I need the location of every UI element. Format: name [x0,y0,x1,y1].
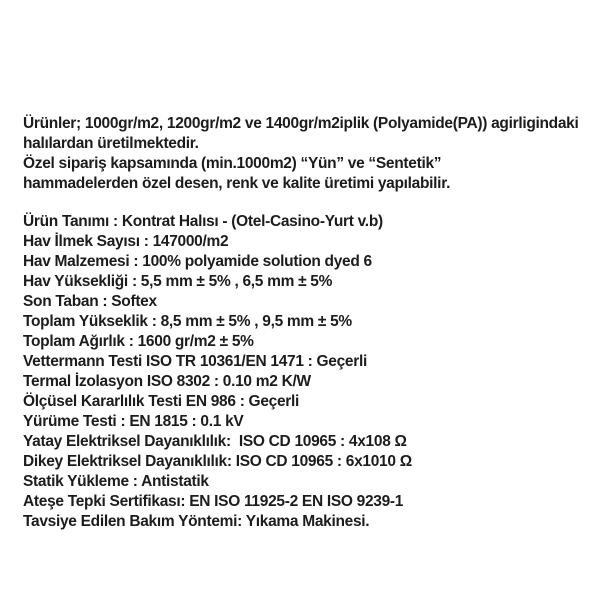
spec-line-bakim-yontemi: Tavsiye Edilen Bakım Yöntemi: Yıkama Makinesi. [23,513,370,530]
spec-line-atese-tepki: Ateşe Tepki Sertifikası: EN ISO 11925-2 EN ISO 9239-1 [23,493,404,510]
spec-line-olcusel-kararlilik: Ölçüsel Kararlılık Testi EN 986 : Geçerli [23,393,300,410]
spec-line-yurume-testi: Yürüme Testi : EN 1815 : 0.1 kV [23,413,244,430]
spec-line-son-taban: Son Taban : Softex [23,293,157,310]
spec-line-statik-yukleme: Statik Yükleme : Antistatik [23,473,209,490]
intro-line: hammadelerden özel desen, renk ve kalite üretimi yapılabilir. [23,175,451,192]
spec-line-hav-yuksekligi: Hav Yüksekliği : 5,5 mm ± 5% , 6,5 mm ± 5% [23,273,333,290]
intro-line: halılardan üretilmektedir. [23,135,199,152]
spec-line-toplam-yukseklik: Toplam Yükseklik : 8,5 mm ± 5% , 9,5 mm ± 5% [23,313,352,330]
spec-line-toplam-agirlik: Toplam Ağırlık : 1600 gr/m2 ± 5% [23,333,254,350]
spec-line-hav-malzemesi: Hav Malzemesi : 100% polyamide solution dyed 6 [23,253,372,270]
intro-line: Ürünler; 1000gr/m2, 1200gr/m2 ve 1400gr/m2iplik (Polyamide(PA)) agirligindaki [23,115,579,132]
product-specs-list [23,212,596,532]
intro-line: Özel sipariş kapsamında (min.1000m2) “Yün” ve “Sentetik” [23,155,442,172]
spec-line-termal-izolasyon: Termal İzolasyon ISO 8302 : 0.10 m2 K/W [23,373,311,390]
spec-line-urun-tanimi: Ürün Tanımı : Kontrat Halısı - (Otel-Casino-Yurt v.b) [23,213,383,230]
spec-line-hav-ilmek-sayisi: Hav İlmek Sayısı : 147000/m2 [23,233,229,250]
spec-line-yatay-elektriksel: Yatay Elektriksel Dayanıklılık: ISO CD 10965 : 4x108 Ω [23,433,407,450]
spec-line-vettermann-testi: Vettermann Testi ISO TR 10361/EN 1471 : Geçerli [23,353,367,370]
product-intro-paragraph [23,114,596,194]
spec-line-dikey-elektriksel: Dikey Elektriksel Dayanıklılık: ISO CD 10965 : 6x1010 Ω [23,453,412,470]
